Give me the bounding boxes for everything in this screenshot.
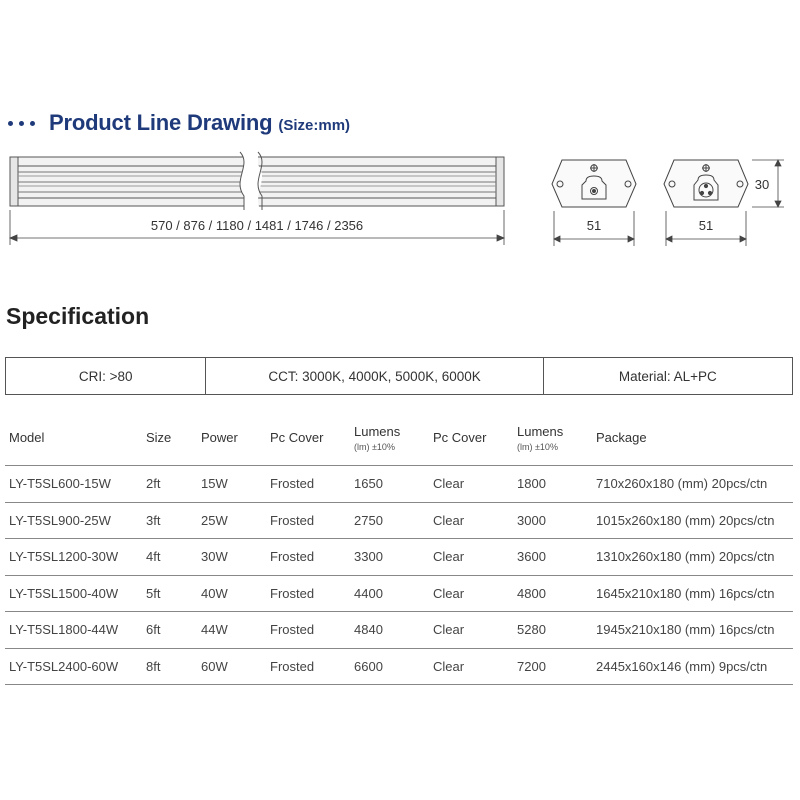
cell-package: 1015x260x180 (mm) 20pcs/ctn [596, 512, 775, 528]
spec-summary-box [5, 357, 793, 395]
cell-package: 1945x210x180 (mm) 16pcs/ctn [596, 622, 775, 638]
cell-size: 3ft [146, 512, 161, 528]
table-row [5, 612, 793, 649]
cell-cover-frosted: Frosted [270, 476, 315, 492]
cell-power: 40W [201, 585, 228, 601]
cell-lumens-frosted: 6600 [354, 658, 383, 674]
table-row [5, 576, 793, 613]
material-cell: Material: AL+PC [618, 368, 717, 384]
header-lumens-label: Lumens [517, 423, 564, 439]
cell-cover-clear: Clear [433, 512, 465, 528]
cell-power: 25W [201, 512, 228, 528]
cell-cover-clear: Clear [433, 585, 465, 601]
cri-cell: CRI: >80 [6, 358, 206, 394]
cell-cover-clear: Clear [433, 658, 465, 674]
cell-lumens-frosted: 3300 [354, 549, 383, 565]
cell-cover-clear: Clear [433, 622, 465, 638]
end-view-right [664, 160, 748, 207]
table-header-row [5, 410, 793, 466]
cell-size: 2ft [146, 476, 161, 492]
cell-power: 30W [201, 549, 228, 565]
cell-power: 15W [201, 476, 228, 492]
cell-lumens-frosted: 2750 [354, 512, 383, 528]
width-label-left: 51 [586, 218, 602, 233]
cell-lumens-clear: 3000 [517, 512, 546, 528]
cell-size: 4ft [146, 549, 161, 565]
cell-lumens-frosted: 1650 [354, 476, 383, 492]
cell-power: 44W [201, 622, 228, 638]
cell-model: LY-T5SL1500-40W [9, 585, 119, 601]
drawing-size-note: (Size:mm) [278, 116, 351, 134]
product-line-drawing [0, 0, 800, 300]
cell-cover-frosted: Frosted [270, 658, 315, 674]
header-lumens-clear [517, 424, 596, 452]
cell-cover-frosted: Frosted [270, 585, 315, 601]
length-label: 570 / 876 / 1180 / 1481 / 1746 / 2356 [150, 218, 364, 233]
header-lumens-label: Lumens [354, 423, 401, 439]
cell-cover-frosted: Frosted [270, 549, 315, 565]
header-lumens-frosted [354, 424, 433, 452]
cell-package: 1310x260x180 (mm) 20pcs/ctn [596, 549, 775, 565]
cct-cell: CCT: 3000K, 4000K, 5000K, 6000K [206, 358, 543, 394]
cell-model: LY-T5SL2400-60W [9, 658, 119, 674]
cell-lumens-clear: 5280 [517, 622, 546, 638]
header-lumens-sub: (lm) ±10% [517, 441, 558, 452]
table-row [5, 649, 793, 686]
header-pc-cover-clear: Pc Cover [433, 430, 487, 445]
cell-size: 5ft [146, 585, 161, 601]
end-view-left [552, 160, 636, 207]
header-model: Model [9, 430, 45, 445]
table-row [5, 539, 793, 576]
height-label: 30 [754, 177, 770, 192]
cell-lumens-frosted: 4400 [354, 585, 383, 601]
cell-package: 2445x160x146 (mm) 9pcs/ctn [596, 658, 768, 674]
cell-model: LY-T5SL600-15W [9, 476, 111, 492]
specification-table [5, 410, 793, 685]
cell-power: 60W [201, 658, 228, 674]
cell-model: LY-T5SL1200-30W [9, 549, 119, 565]
cell-lumens-clear: 3600 [517, 549, 546, 565]
cell-lumens-clear: 7200 [517, 658, 546, 674]
cell-size: 6ft [146, 622, 161, 638]
header-pc-cover-frosted: Pc Cover [270, 430, 324, 445]
cell-cover-clear: Clear [433, 476, 465, 492]
cell-lumens-clear: 1800 [517, 476, 546, 492]
cell-model: LY-T5SL900-25W [9, 512, 111, 528]
cell-cover-frosted: Frosted [270, 512, 315, 528]
table-row [5, 503, 793, 540]
table-row [5, 466, 793, 503]
header-package: Package [596, 430, 647, 445]
cell-lumens-clear: 4800 [517, 585, 546, 601]
specification-title: Specification [6, 303, 150, 329]
cell-package: 1645x210x180 (mm) 16pcs/ctn [596, 585, 775, 601]
cell-lumens-frosted: 4840 [354, 622, 383, 638]
cell-model: LY-T5SL1800-44W [9, 622, 119, 638]
width-label-right: 51 [698, 218, 714, 233]
header-size: Size [146, 430, 172, 445]
cell-package: 710x260x180 (mm) 20pcs/ctn [596, 476, 768, 492]
header-power: Power [201, 430, 238, 445]
cell-cover-clear: Clear [433, 549, 465, 565]
header-lumens-sub: (lm) ±10% [354, 441, 395, 452]
cell-cover-frosted: Frosted [270, 622, 315, 638]
drawing-title: Product Line Drawing [49, 110, 273, 135]
cell-size: 8ft [146, 658, 161, 674]
